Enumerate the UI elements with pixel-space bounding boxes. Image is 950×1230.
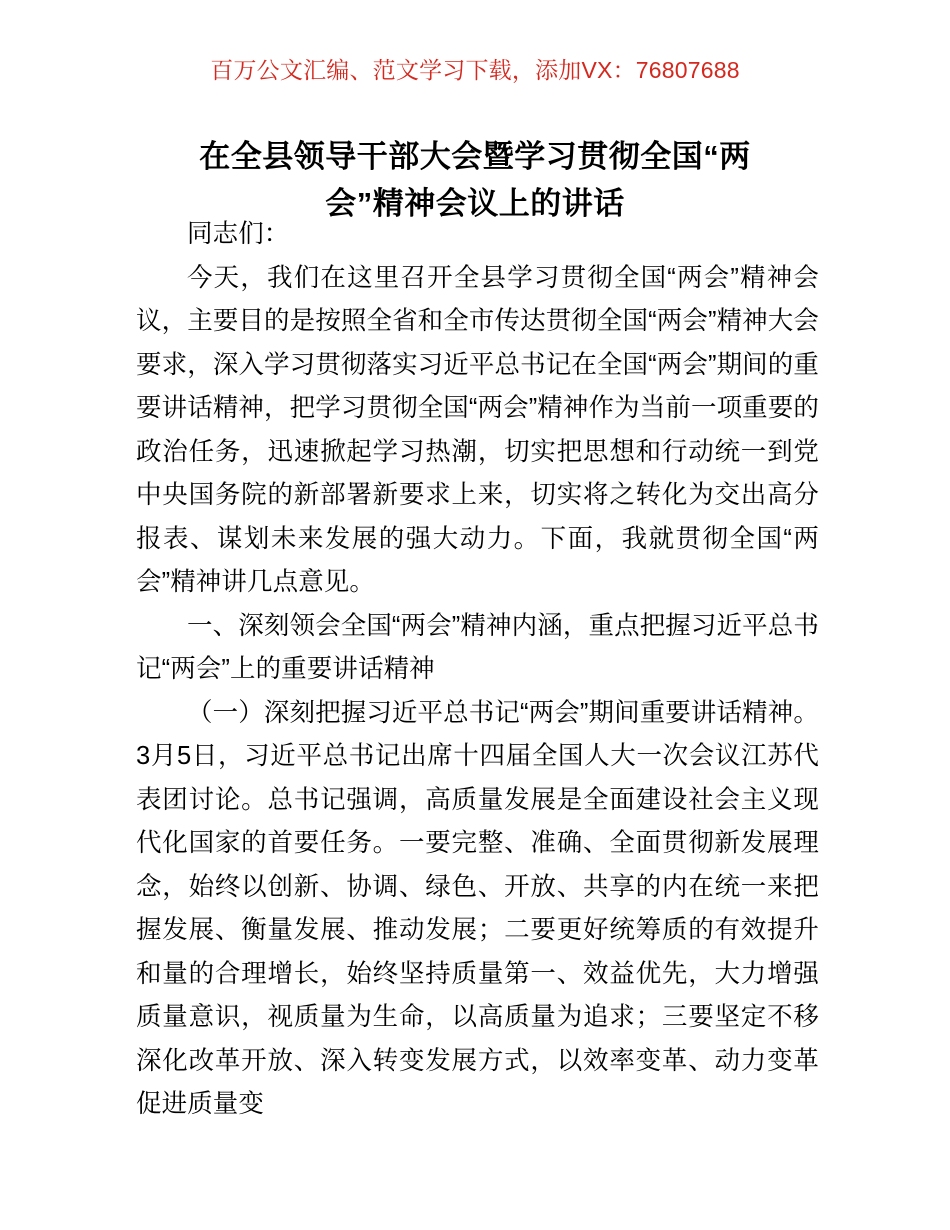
salutation: 同志们：: [187, 220, 290, 248]
subsection-one-body: （一）深刻把握习近平总书记“两会”期间重要讲话精神。3月5日，习近平总书记出席十四届全国人大一次会议江苏代表团讨论。总书记强调，高质量发展是全面建设社会主义现代化国家的首要任务。一要完整、准确、全面贯彻新发展理念，始终以创新、协调、绿色、开放、共享的内在统一来把握发展、衡量发展、推动发展；二要更好统筹质的有效提升和量的合理增长，始终坚持质量第一、效益优先，大力增强质量意识，视质量为生命，以高质量为追求；三要坚定不移深化改革开放、深入转变发展方式，以效率变革、动力变革促进质量变: [136, 698, 819, 1118]
paragraph-intro: 今天，我们在这里召开全县学习贯彻全国“两会”精神会议，主要目的是按照全省和全市传达贯彻全国“两会”精神大会要求，深入学习贯彻落实习近平总书记在全国“两会”期间的重要讲话精神，把学习贯彻全国“两会”精神作为当前一项重要的政治任务，迅速掀起学习热潮，切实把思想和行动统一到党中央国务院的新部署新要求上来，切实将之转化为交出高分报表、谋划未来发展的强大动力。下面，我就贯彻全国“两会”精神讲几点意见。: [136, 263, 819, 596]
page-title: 在全县领导干部大会暨学习贯彻全国“两会”精神会议上的讲话: [199, 138, 751, 221]
section-heading-one: 一、深刻领会全国“两会”精神内涵，重点把握习近平总书记“两会”上的重要讲话精神: [136, 611, 819, 683]
promo-banner: 百万公文汇编、范文学习下载，添加VX：76807688: [210, 57, 740, 83]
document-body: [136, 213, 819, 1127]
